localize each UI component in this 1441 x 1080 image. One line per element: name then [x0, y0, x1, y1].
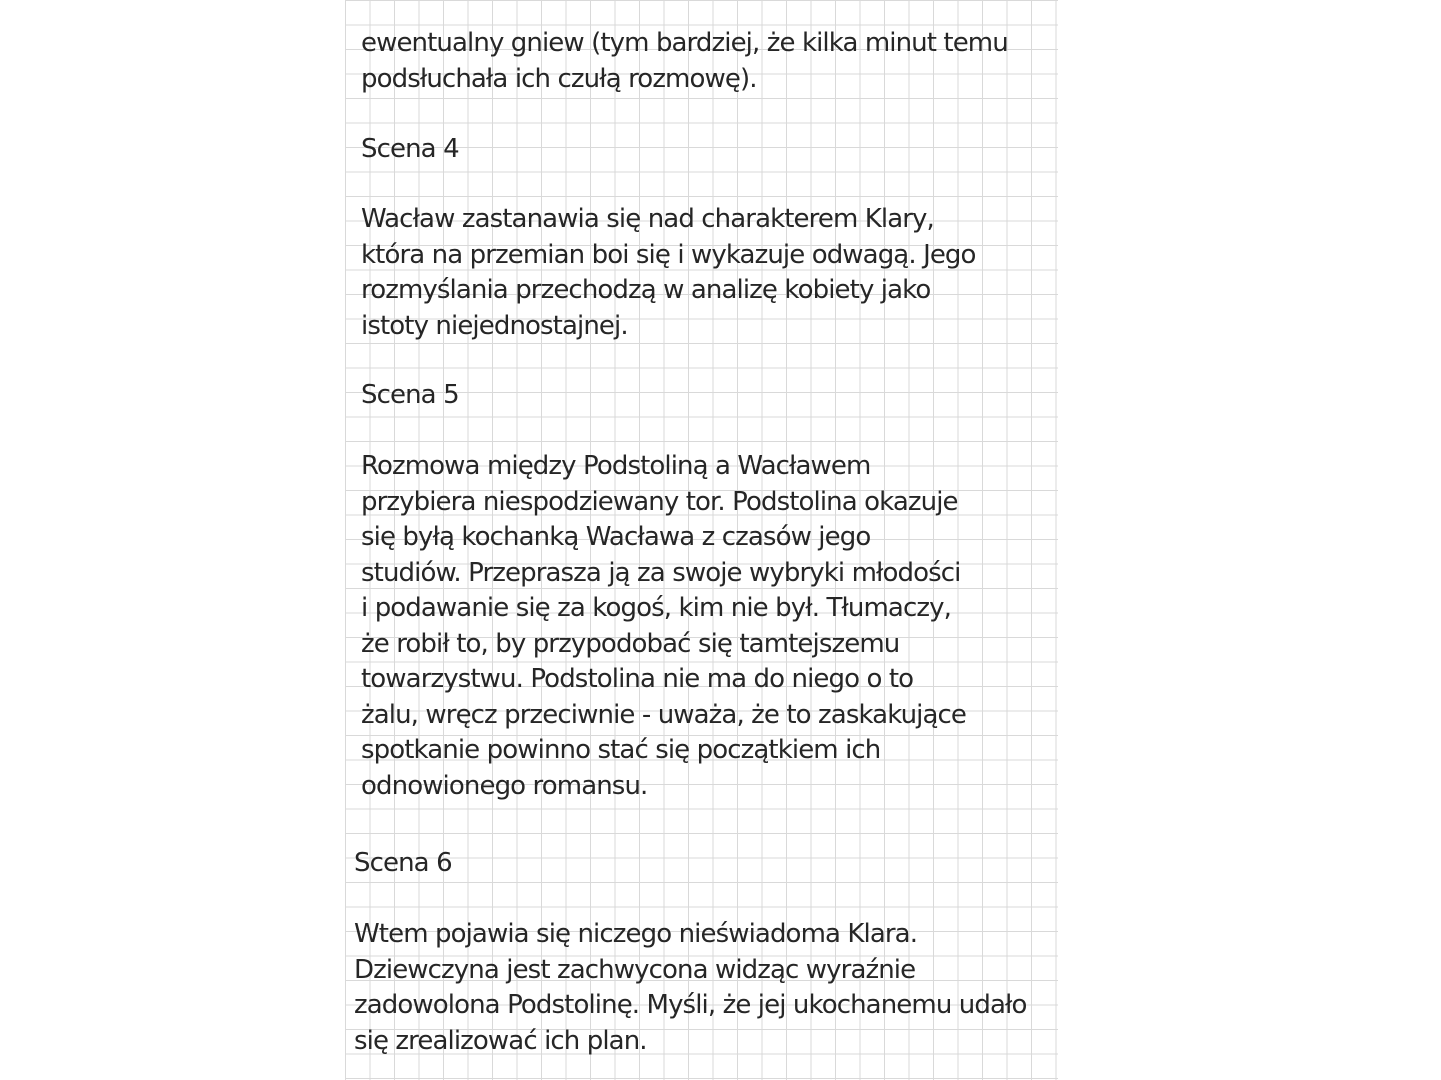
scene-5-heading: Scena 5: [361, 380, 459, 410]
scene-6-heading: Scena 6: [354, 848, 452, 878]
intro-paragraph: ewentualny gniew (tym bardziej, że kilka minut temu podsłuchała ich czułą rozmowę).: [361, 28, 1008, 94]
scene-4-text: Wacław zastanawia się nad charakterem Klary, która na przemian boi się i wykazuje odwagą. Jego rozmyślania przechodzą w analizę kobiety jako istoty niejednostajnej.: [361, 204, 976, 341]
scene-5-text: Rozmowa między Podstoliną a Wacławem przybiera niespodziewany tor. Podstolina okazuje się byłą kochanką Wacława z czasów jego studiów. Przeprasza ją za swoje wybryki młodości i podawanie się za kogoś, kim nie był. Tłumaczy, że robił to, by przypodobać się tamtejszemu towarzystwu. Podstolina nie ma do niego o to żalu, wręcz przeciwnie - uważa, że to zaskakujące spotkanie powinno stać się początkiem ich odnowionego romansu.: [361, 451, 966, 801]
scene-4-heading: Scena 4: [361, 134, 459, 164]
scene-6-text: Wtem pojawia się niczego nieświadoma Klara. Dziewczyna jest zachwycona widząc wyraźnie zadowolona Podstolinę. Myśli, że jej ukochanemu udało się zrealizować ich plan.: [354, 919, 1027, 1056]
